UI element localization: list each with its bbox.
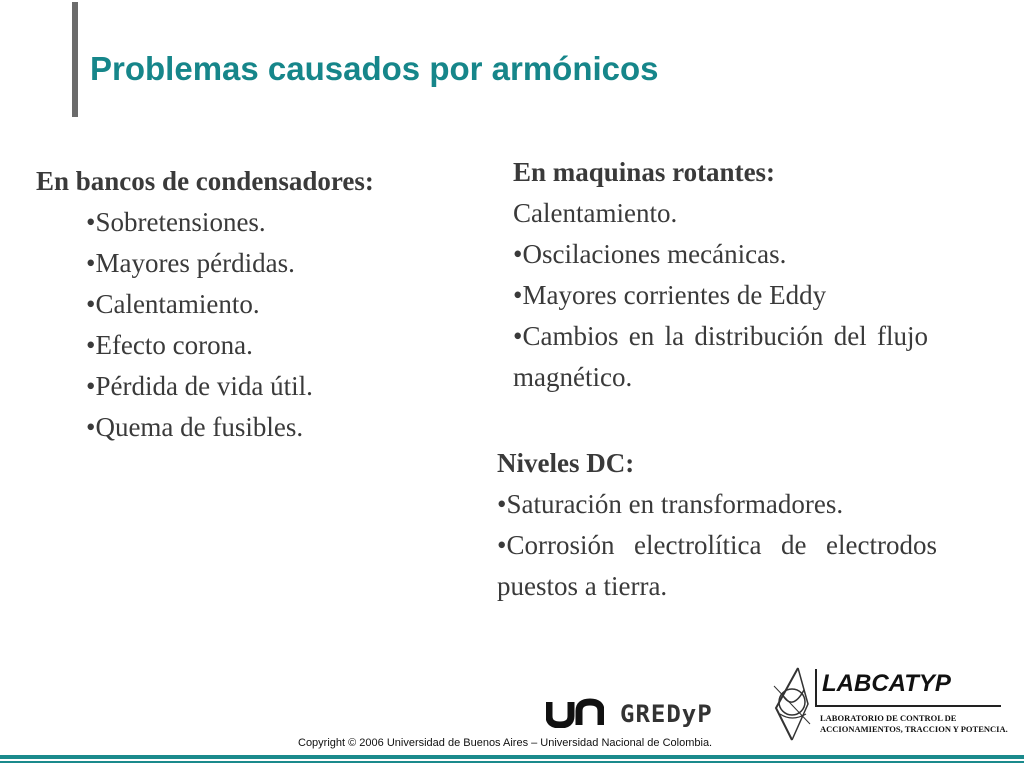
list-item: •Oscilaciones mecánicas. xyxy=(513,239,787,269)
list-item: •Mayores corrientes de Eddy xyxy=(513,280,827,310)
capacitor-banks-heading: En bancos de condensadores: xyxy=(36,166,374,196)
capacitor-banks-section xyxy=(36,161,416,448)
list-item: •Cambios en la distribución del flujo magnético. xyxy=(513,321,928,392)
rotating-machines-heading: En maquinas rotantes: xyxy=(513,157,776,187)
footer-rule-thin xyxy=(0,761,1024,763)
list-item: •Calentamiento. xyxy=(86,289,260,319)
title-accent-bar xyxy=(72,2,78,117)
dc-levels-heading: Niveles DC: xyxy=(497,448,635,478)
rotating-machines-section xyxy=(513,152,928,398)
labcatyp-subtitle xyxy=(820,713,1020,735)
list-item: •Efecto corona. xyxy=(86,330,253,360)
list-item: Calentamiento. xyxy=(513,198,678,228)
labcatyp-emblem-icon xyxy=(768,664,816,744)
list-item: •Mayores pérdidas. xyxy=(86,248,295,278)
labcatyp-subtitle-line2: ACCIONAMIENTOS, TRACCION Y POTENCIA. xyxy=(820,724,1008,734)
slide-title: Problemas causados por armónicos xyxy=(90,50,659,87)
footer-rule xyxy=(0,755,1024,759)
list-item: •Quema de fusibles. xyxy=(86,412,304,442)
dc-levels-section xyxy=(497,443,937,607)
labcatyp-name: LABCATYP xyxy=(822,670,951,697)
list-item: •Corrosión electrolítica de electrodos puestos a tierra. xyxy=(497,530,937,601)
labcatyp-subtitle-line1: LABORATORIO DE CONTROL DE xyxy=(820,713,957,723)
list-item: •Saturación en transformadores. xyxy=(497,489,844,519)
gredyp-logo: GREDyP xyxy=(620,700,713,728)
un-logo-icon xyxy=(546,698,604,728)
copyright-text: Copyright © 2006 Universidad de Buenos Aires – Universidad Nacional de Colombia. xyxy=(298,737,713,749)
list-item: •Pérdida de vida útil. xyxy=(86,371,313,401)
list-item: •Sobretensiones. xyxy=(86,207,266,237)
